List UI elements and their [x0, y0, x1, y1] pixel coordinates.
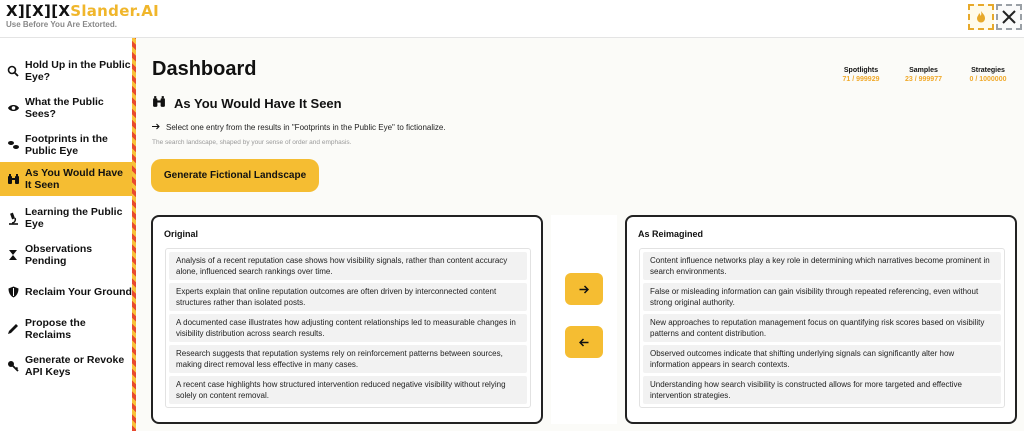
panel-title: As Reimagined — [638, 229, 704, 239]
stat-value: 0 / 1000000 — [969, 76, 1007, 83]
sidebar-item-as-seen[interactable] — [0, 162, 132, 196]
stat-strategies — [956, 67, 1020, 83]
instruction — [152, 123, 446, 132]
list-item[interactable]: Analysis of a recent reputation case shows how visibility signals, rather than content accuracy alone, influenced search rankings over time. — [169, 252, 527, 280]
binoculars-icon — [6, 172, 20, 186]
shield-icon — [6, 285, 20, 299]
sidebar-item-api-keys[interactable] — [0, 351, 132, 381]
sidebar-item-footprints[interactable] — [0, 130, 132, 160]
arrow-right-icon — [152, 123, 160, 132]
stat-label: Strategies — [971, 67, 1005, 74]
list-item[interactable]: Understanding how search visibility is constructed allows for more targeted and effective intervention strategies. — [643, 376, 1001, 404]
sidebar-item-label: Observations Pending — [25, 243, 93, 267]
stat-label: Samples — [909, 67, 938, 74]
sidebar-item-label: Propose the Reclaims — [25, 317, 86, 341]
subtitle: The search landscape, shaped by your sense of order and emphasis. — [152, 139, 352, 146]
sidebar-item-reclaim[interactable] — [0, 277, 132, 307]
list-item[interactable]: Observed outcomes indicate that shifting underlying signals can significantly alter how information appears in search contexts. — [643, 345, 1001, 373]
sidebar-item-label: Reclaim Your Ground — [25, 286, 132, 298]
generate-fictional-landscape-button[interactable]: Generate Fictional Landscape — [151, 159, 319, 192]
footprints-icon — [6, 138, 20, 152]
instruction-text: Select one entry from the results in "Footprints in the Public Eye" to fictionalize. — [166, 123, 446, 132]
sidebar-item-hold-up[interactable] — [0, 56, 132, 86]
sidebar-item-label: Footprints in the Public Eye — [25, 133, 108, 157]
eye-icon — [6, 101, 20, 115]
sidebar-item-public-sees[interactable] — [0, 93, 132, 123]
list-item[interactable]: Content influence networks play a key role in determining which narratives become prominent in search environments. — [643, 252, 1001, 280]
arrow-left-icon — [579, 338, 589, 347]
page-title: Dashboard — [152, 58, 257, 80]
top-header — [0, 0, 1024, 38]
move-left-button[interactable] — [565, 326, 603, 358]
section-title-text: As You Would Have It Seen — [174, 95, 342, 111]
original-panel — [151, 215, 543, 424]
pen-icon — [6, 322, 20, 336]
list-item[interactable]: A documented case illustrates how adjusting content relationships led to measurable changes in visibility distribution across search results. — [169, 314, 527, 342]
sidebar-item-label: As You Would Have It Seen — [25, 167, 124, 191]
list-item[interactable]: A recent case highlights how structured intervention reduced negative visibility without relying solely on content removal. — [169, 376, 527, 404]
hourglass-icon — [6, 248, 20, 262]
stat-label: Spotlights — [843, 67, 879, 74]
sidebar-item-propose[interactable] — [0, 314, 132, 344]
section-title — [152, 95, 342, 111]
reimagined-list[interactable] — [639, 248, 1005, 408]
list-item[interactable]: False or misleading information can gain visibility through repeated referencing, even without strong original authority. — [643, 283, 1001, 311]
logo-prefix: X][X][X — [6, 2, 71, 20]
sidebar-item-learning[interactable] — [0, 203, 132, 233]
logo-brand: Slander.AI — [70, 2, 160, 20]
reimagined-panel — [625, 215, 1017, 424]
sidebar — [0, 38, 132, 431]
stat-samples — [896, 67, 951, 83]
sidebar-item-observations[interactable] — [0, 240, 132, 270]
list-item[interactable]: Experts explain that online reputation outcomes are often driven by interconnected content structures rather than isolated posts. — [169, 283, 527, 311]
microscope-icon — [6, 211, 20, 225]
key-icon — [6, 359, 20, 373]
sidebar-item-label: Hold Up in the Public Eye? — [25, 59, 131, 83]
sidebar-item-label: What the Public Sees? — [25, 96, 104, 120]
theme-toggle-button[interactable] — [968, 4, 994, 30]
transfer-controls — [551, 215, 617, 424]
stat-spotlights — [831, 67, 891, 83]
search-icon — [6, 64, 20, 78]
move-right-button[interactable] — [565, 273, 603, 305]
close-icon — [1001, 9, 1017, 25]
close-button[interactable] — [996, 4, 1022, 30]
binoculars-icon — [152, 95, 166, 111]
sidebar-item-label: Learning the Public Eye — [25, 206, 123, 230]
tagline: Use Before You Are Extorted. — [6, 20, 117, 29]
app-logo[interactable] — [6, 2, 159, 20]
original-list[interactable] — [165, 248, 531, 408]
arrow-right-icon — [579, 285, 589, 294]
flame-icon — [974, 10, 988, 24]
list-item[interactable]: Research suggests that reputation systems rely on reinforcement patterns between sources, making direct removal less effective in many cases. — [169, 345, 527, 373]
stat-value: 23 / 999977 — [905, 76, 942, 83]
list-item[interactable]: New approaches to reputation management focus on quantifying risk scores based on visibility patterns and content distribution. — [643, 314, 1001, 342]
stat-value: 71 / 999929 — [842, 76, 880, 83]
panel-title: Original — [164, 229, 199, 239]
sidebar-item-label: Generate or Revoke API Keys — [25, 354, 125, 378]
main-content — [136, 38, 1024, 431]
